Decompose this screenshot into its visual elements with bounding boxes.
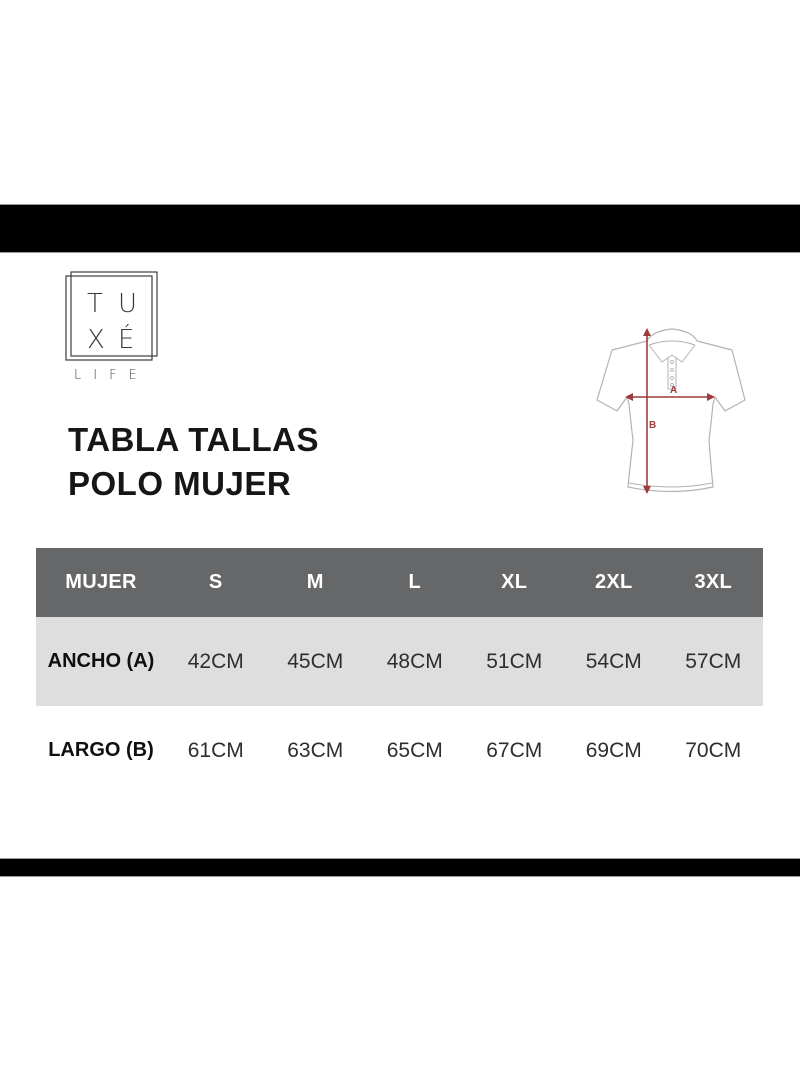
largo-value-2xl: 69CM [564,706,664,795]
polo-shirt-outline [597,329,745,492]
placket-button [671,361,674,364]
largo-value-xl: 67CM [465,706,565,795]
size-table-header-l: L [365,548,465,617]
logo-letter-t: T [87,289,103,319]
largo-value-s: 61CM [166,706,266,795]
top-divider-bar [0,204,800,253]
largo-value-3xl: 70CM [664,706,764,795]
placket-button [671,369,674,372]
ancho-value-3xl: 57CM [664,617,764,706]
logo-frame-back [66,276,152,360]
ancho-value-xl: 51CM [465,617,565,706]
logo-letter-u: U [118,289,138,319]
size-table-header-xl: XL [465,548,565,617]
ancho-value-l: 48CM [365,617,465,706]
polo-measurement-diagram [572,312,758,508]
size-table-header-m: M [266,548,366,617]
brand-logo [57,260,182,385]
placket-button [671,377,674,380]
size-table-header-s: S [166,548,266,617]
ancho-value-s: 42CM [166,617,266,706]
row-ancho-label: ANCHO (A) [36,617,166,706]
length-label-b: B [649,420,657,431]
length-arrowhead-top [643,328,651,336]
row-largo-label: LARGO (B) [36,706,166,795]
size-table-header-2xl: 2XL [564,548,664,617]
largo-value-l: 65CM [365,706,465,795]
ancho-value-2xl: 54CM [564,617,664,706]
width-label-a: A [670,385,678,396]
ancho-value-m: 45CM [266,617,366,706]
largo-value-m: 63CM [266,706,366,795]
size-table [36,548,763,795]
brand-logo-graphic [57,260,182,385]
logo-tagline: LIFE [74,368,149,383]
page-title [68,418,319,506]
bottom-divider-bar [0,858,800,877]
page-title-line2: POLO MUJER [68,465,292,502]
polo-shirt-illustration [572,312,758,508]
size-table-header-3xl: 3XL [664,548,764,617]
page-title-line1: TABLA TALLAS [68,421,320,458]
size-table-header-mujer: MUJER [36,548,166,617]
logo-frame-front [71,272,157,356]
logo-letter-x: X [87,325,105,355]
logo-letter-e: É [118,325,135,355]
